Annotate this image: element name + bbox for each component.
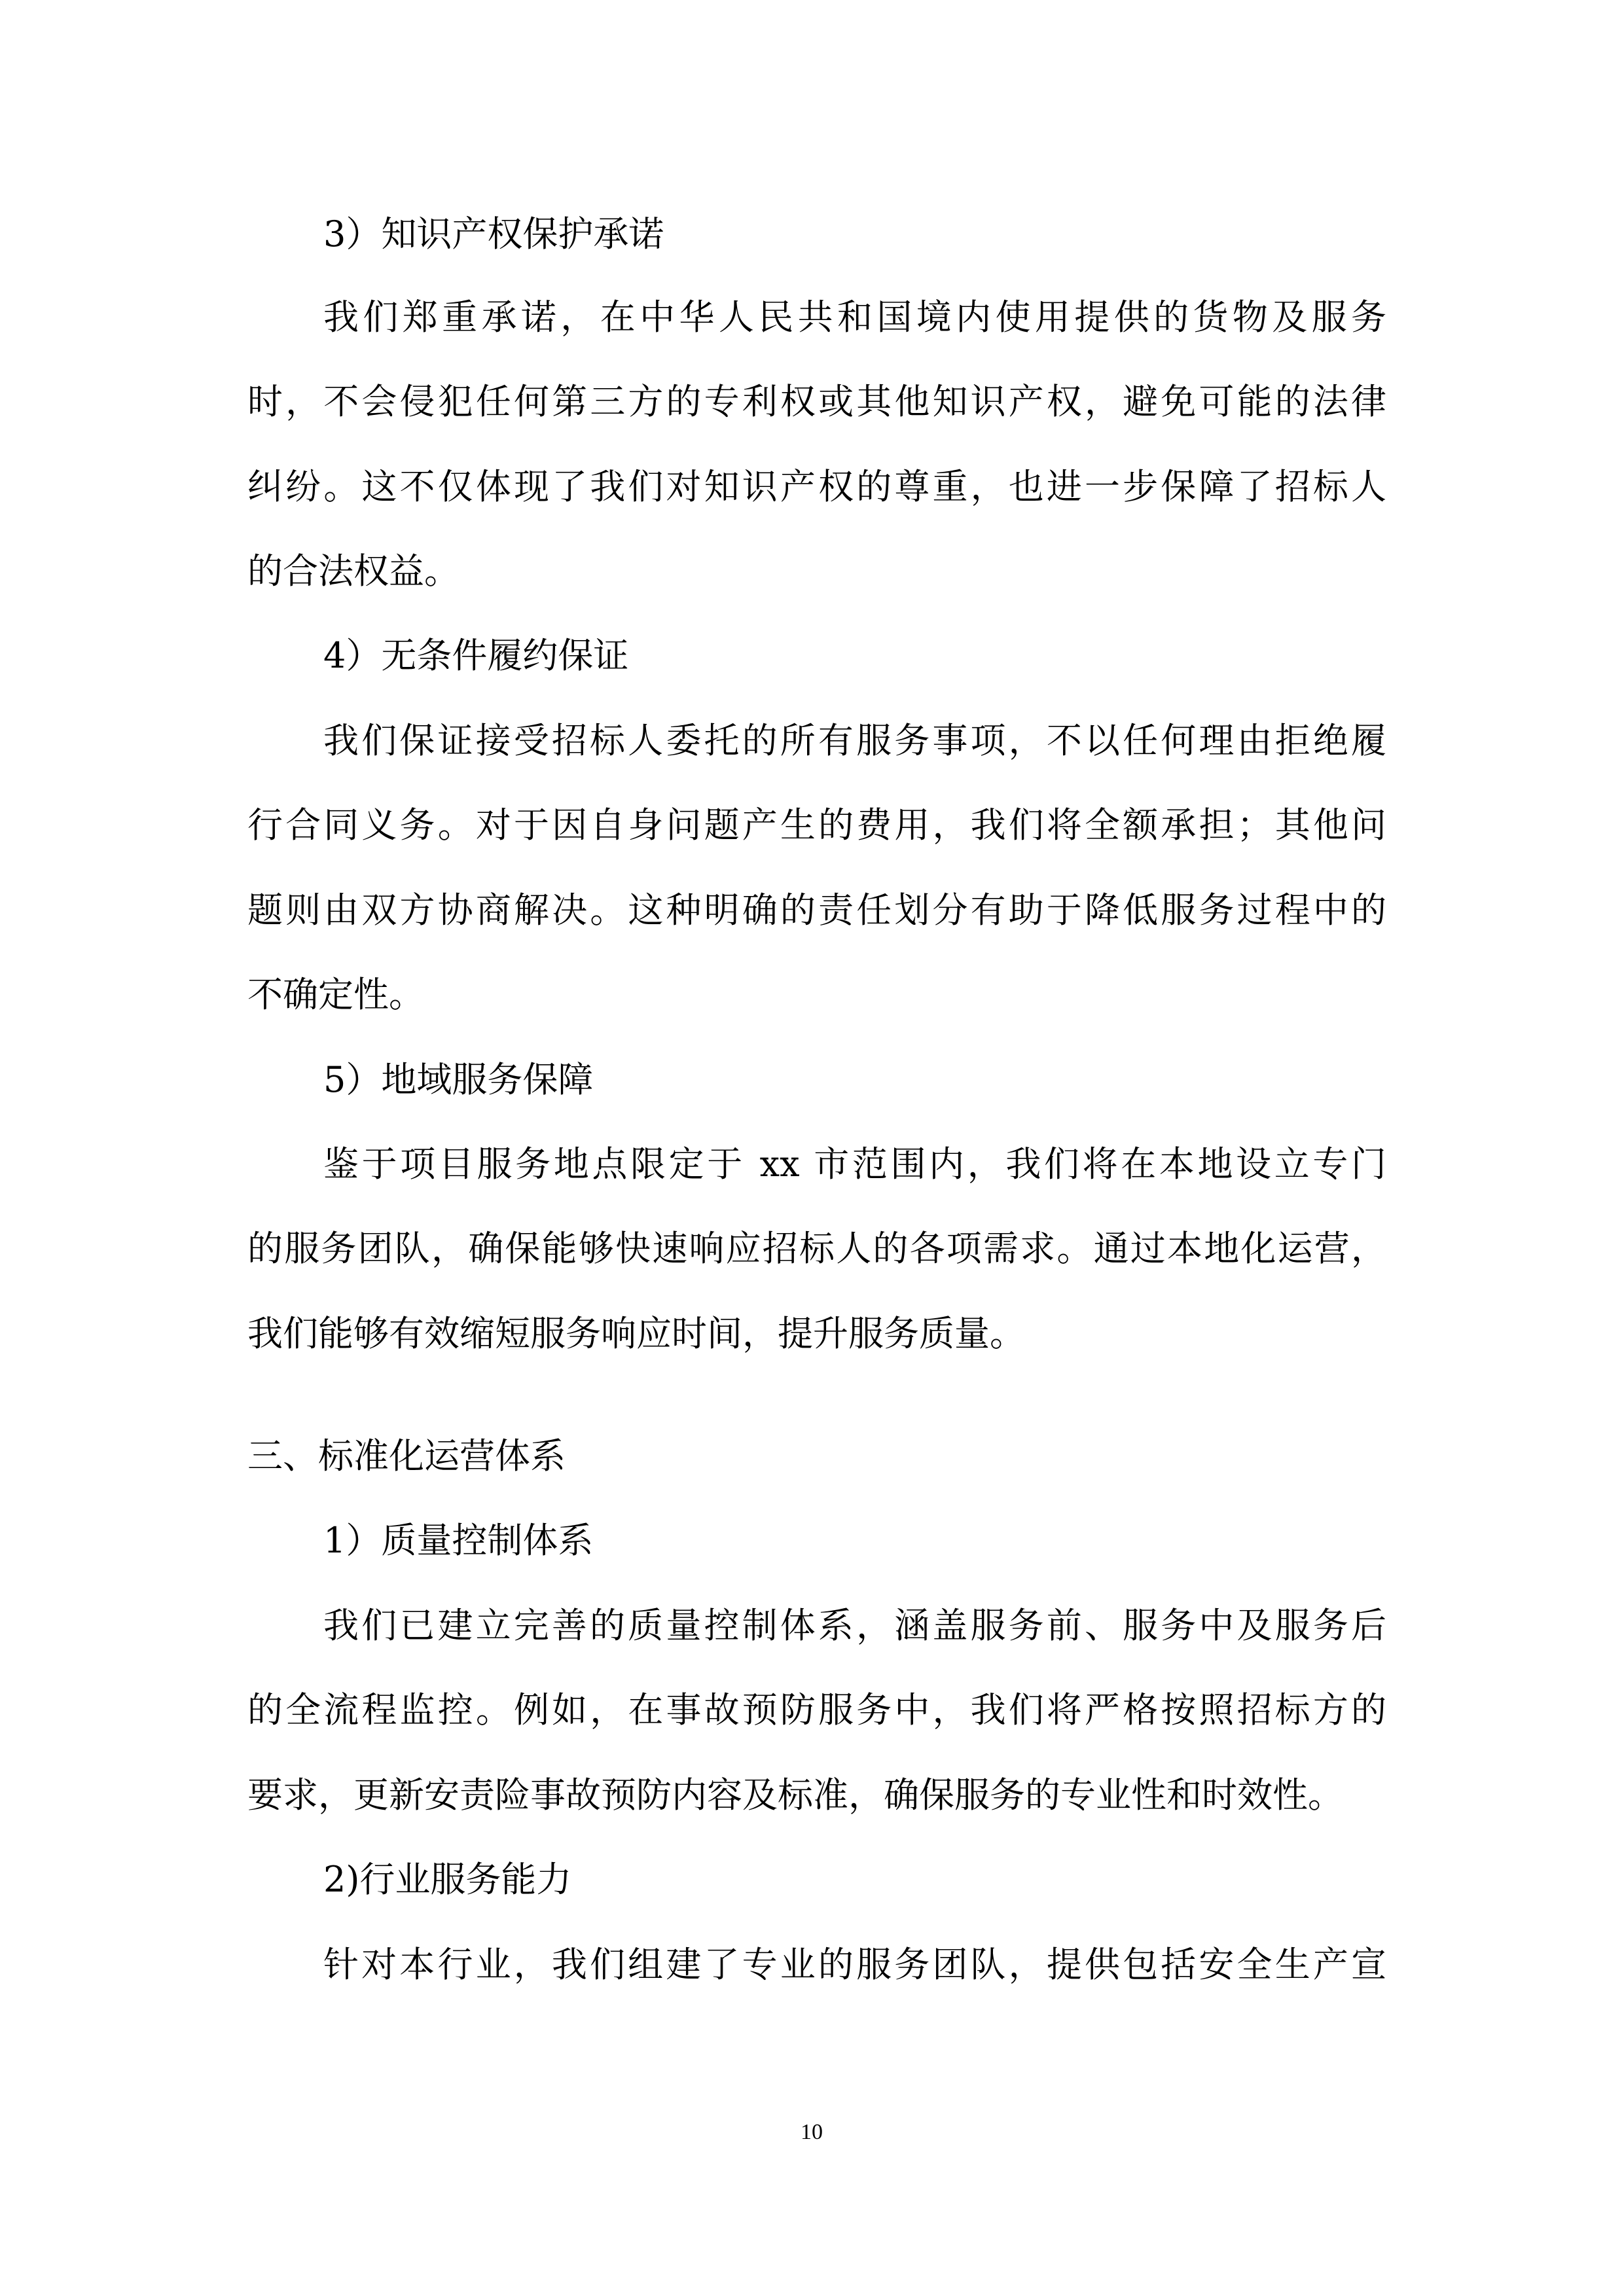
subheading-quality-control: 1）质量控制体系 bbox=[323, 1520, 594, 1561]
paragraph-line: 我们郑重承诺，在中华人民共和国境内使用提供的货物及服务 bbox=[323, 296, 1386, 338]
paragraph-line: 不确定性。 bbox=[247, 974, 424, 1015]
paragraph-line: 时，不会侵犯任何第三方的专利权或其他知识产权，避免可能的法律 bbox=[247, 381, 1386, 422]
paragraph-line: 行合同义务。对于因自身问题产生的费用，我们将全额承担；其他问 bbox=[247, 804, 1386, 846]
paragraph-line: 要求，更新安责险事故预防内容及标准，确保服务的专业性和时效性。 bbox=[247, 1774, 1343, 1816]
section-heading-standardized-operations: 三、标准化运营体系 bbox=[247, 1435, 566, 1477]
paragraph-line: 纠纷。这不仅体现了我们对知识产权的尊重，也进一步保障了招标人 bbox=[247, 466, 1386, 507]
subheading-ip-protection: 3）知识产权保护承诺 bbox=[323, 213, 664, 255]
paragraph-line: 我们能够有效缩短服务响应时间，提升服务质量。 bbox=[247, 1313, 1025, 1354]
page-number: 10 bbox=[801, 2120, 823, 2144]
paragraph-line: 题则由双方协商解决。这种明确的责任划分有助于降低服务过程中的 bbox=[247, 889, 1386, 931]
paragraph-line: 的服务团队，确保能够快速响应招标人的各项需求。通过本地化运营， bbox=[247, 1228, 1386, 1269]
paragraph-line: 针对本行业，我们组建了专业的服务团队，提供包括安全生产宣 bbox=[323, 1944, 1386, 1985]
paragraph-line: 我们已建立完善的质量控制体系，涵盖服务前、服务中及服务后 bbox=[323, 1605, 1386, 1646]
paragraph-line: 的合法权益。 bbox=[247, 550, 460, 592]
subheading-regional-service: 5）地域服务保障 bbox=[323, 1059, 594, 1100]
paragraph-line: 我们保证接受招标人委托的所有服务事项，不以任何理由拒绝履 bbox=[323, 720, 1386, 761]
subheading-industry-service: 2)行业服务能力 bbox=[323, 1859, 572, 1900]
subheading-performance-guarantee: 4）无条件履约保证 bbox=[323, 635, 629, 676]
paragraph-line: 的全流程监控。例如，在事故预防服务中，我们将严格按照招标方的 bbox=[247, 1689, 1386, 1731]
paragraph-line: 鉴于项目服务地点限定于 xx 市范围内，我们将在本地设立专门 bbox=[323, 1143, 1386, 1185]
